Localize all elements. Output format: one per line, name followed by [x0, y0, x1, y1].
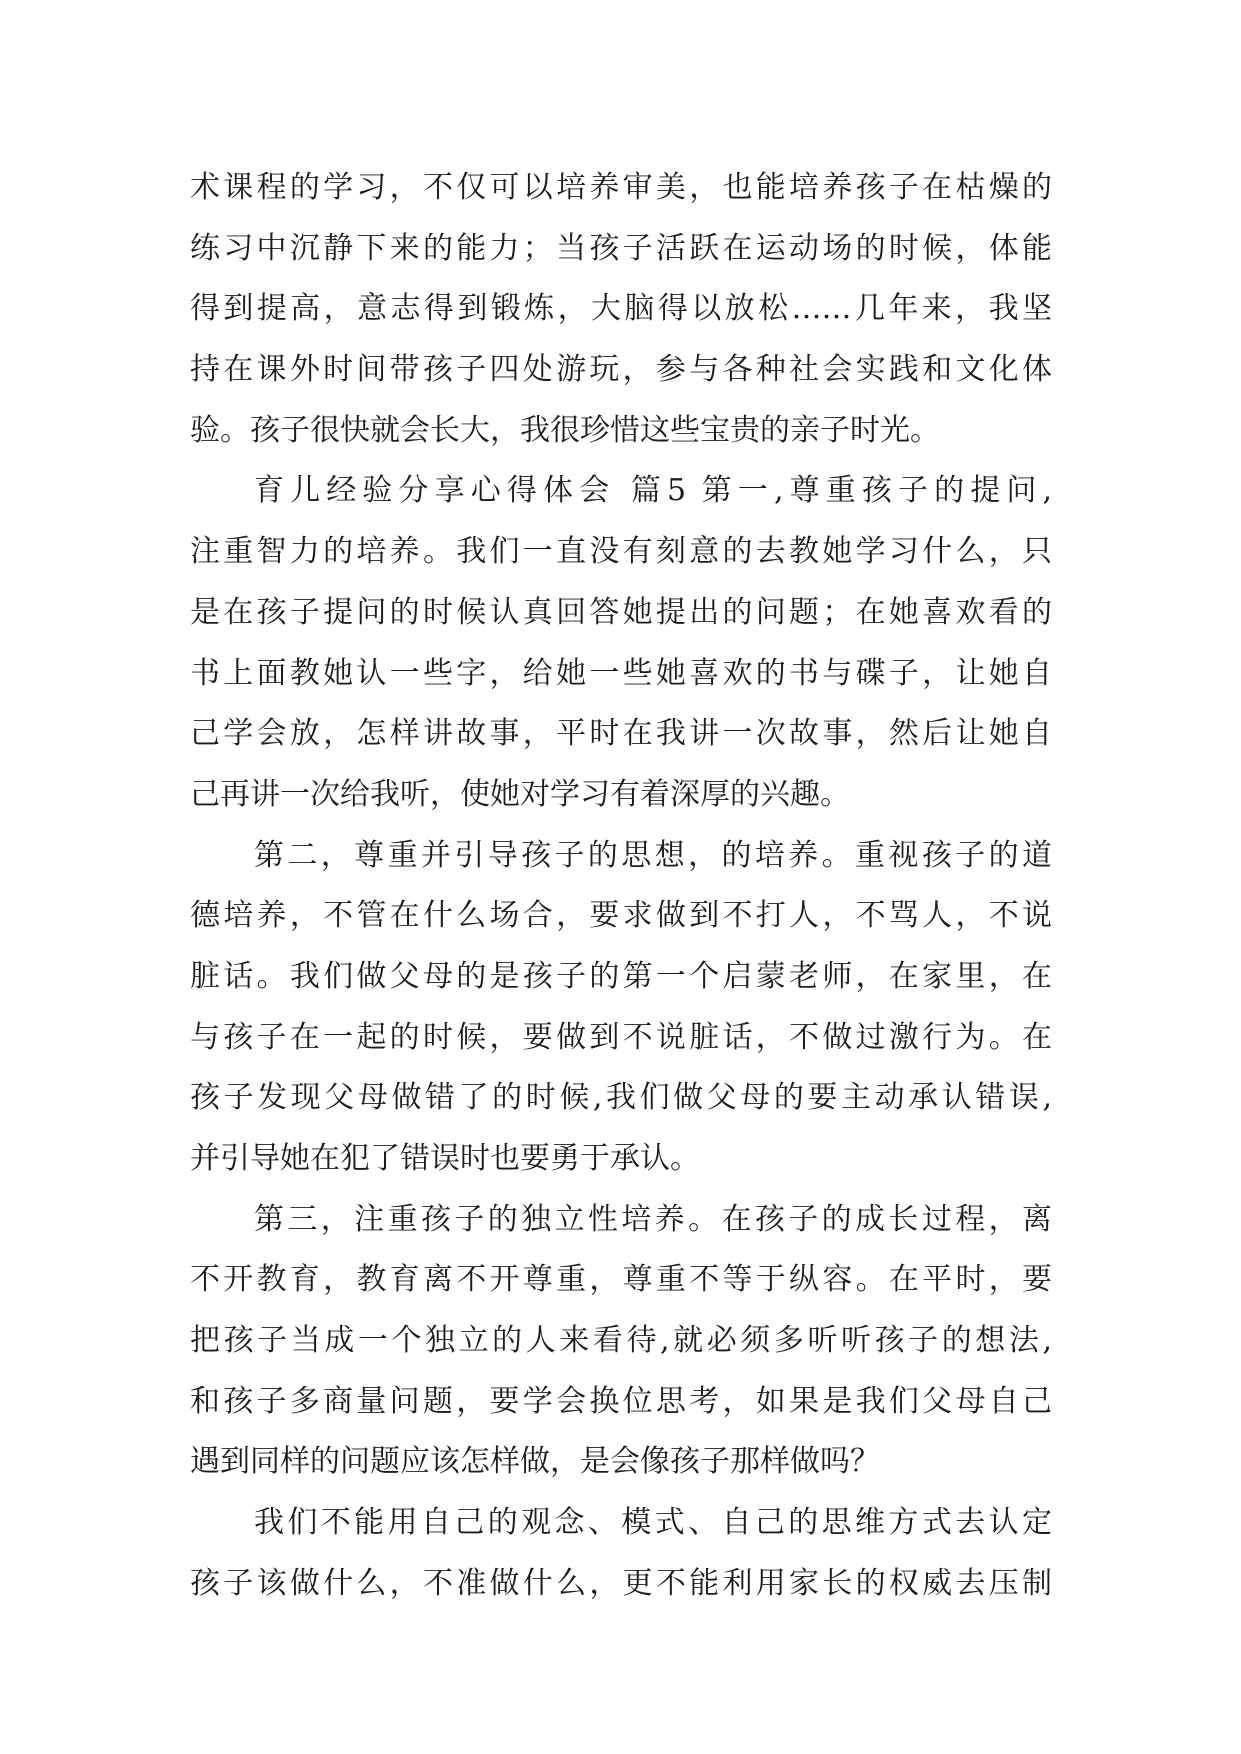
document-body	[190, 158, 1052, 1615]
text-line: 我们不能用自己的观念、模式、自己的思维方式去认定	[254, 1505, 1052, 1541]
text-line: 第三，注重孩子的独立性培养。在孩子的成长过程，离	[254, 1201, 1052, 1237]
text-line: 注重智力的培养。我们一直没有刻意的去教她学习什么，只	[190, 534, 1052, 570]
text-line: 德培养，不管在什么场合，要求做到不打人，不骂人，不说	[190, 898, 1052, 934]
text-line: 得到提高，意志得到锻炼，大脑得以放松……几年来，我坚	[190, 291, 1052, 327]
text-line: 与孩子在一起的时候，要做到不说脏话，不做过激行为。在	[190, 1019, 1052, 1055]
text-line: 己学会放，怎样讲故事，平时在我讲一次故事，然后让她自	[190, 716, 1052, 752]
text-line: 练习中沉静下来的能力；当孩子活跃在运动场的时候，体能	[190, 230, 1052, 266]
text-line: 术课程的学习，不仅可以培养审美，也能培养孩子在枯燥的	[190, 170, 1052, 205]
text-line: 第二，尊重并引导孩子的思想，的培养。重视孩子的道	[254, 837, 1052, 873]
text-line: 把孩子当成一个独立的人来看待,就必须多听听孩子的想法,	[190, 1323, 1052, 1359]
text-line: 持在课外时间带孩子四处游玩，参与各种社会实践和文化体	[190, 352, 1052, 388]
text-line: 验。孩子很快就会长大，我很珍惜这些宝贵的亲子时光。	[190, 412, 940, 448]
text-line: 己再讲一次给我听，使她对学习有着深厚的兴趣。	[190, 776, 850, 812]
text-line: 不开教育，教育离不开尊重，尊重不等于纵容。在平时，要	[190, 1262, 1052, 1298]
text-line: 脏话。我们做父母的是孩子的第一个启蒙老师，在家里，在	[190, 958, 1052, 994]
text-line: 和孩子多商量问题，要学会换位思考，如果是我们父母自己	[190, 1383, 1052, 1419]
text-line: 孩子该做什么，不准做什么，更不能利用家长的权威去压制	[190, 1565, 1052, 1601]
text-line: 孩子发现父母做错了的时候,我们做父母的要主动承认错误,	[190, 1080, 1052, 1116]
text-line: 是在孩子提问的时候认真回答她提出的问题；在她喜欢看的	[190, 594, 1052, 630]
text-line: 育儿经验分享心得体会 篇5 第一,尊重孩子的提问,	[254, 473, 1052, 509]
text-line: 遇到同样的问题应该怎样做，是会像孩子那样做吗？	[190, 1444, 880, 1480]
text-line: 并引导她在犯了错误时也要勇于承认。	[190, 1141, 700, 1176]
text-line: 书上面教她认一些字，给她一些她喜欢的书与碟子，让她自	[190, 655, 1052, 691]
